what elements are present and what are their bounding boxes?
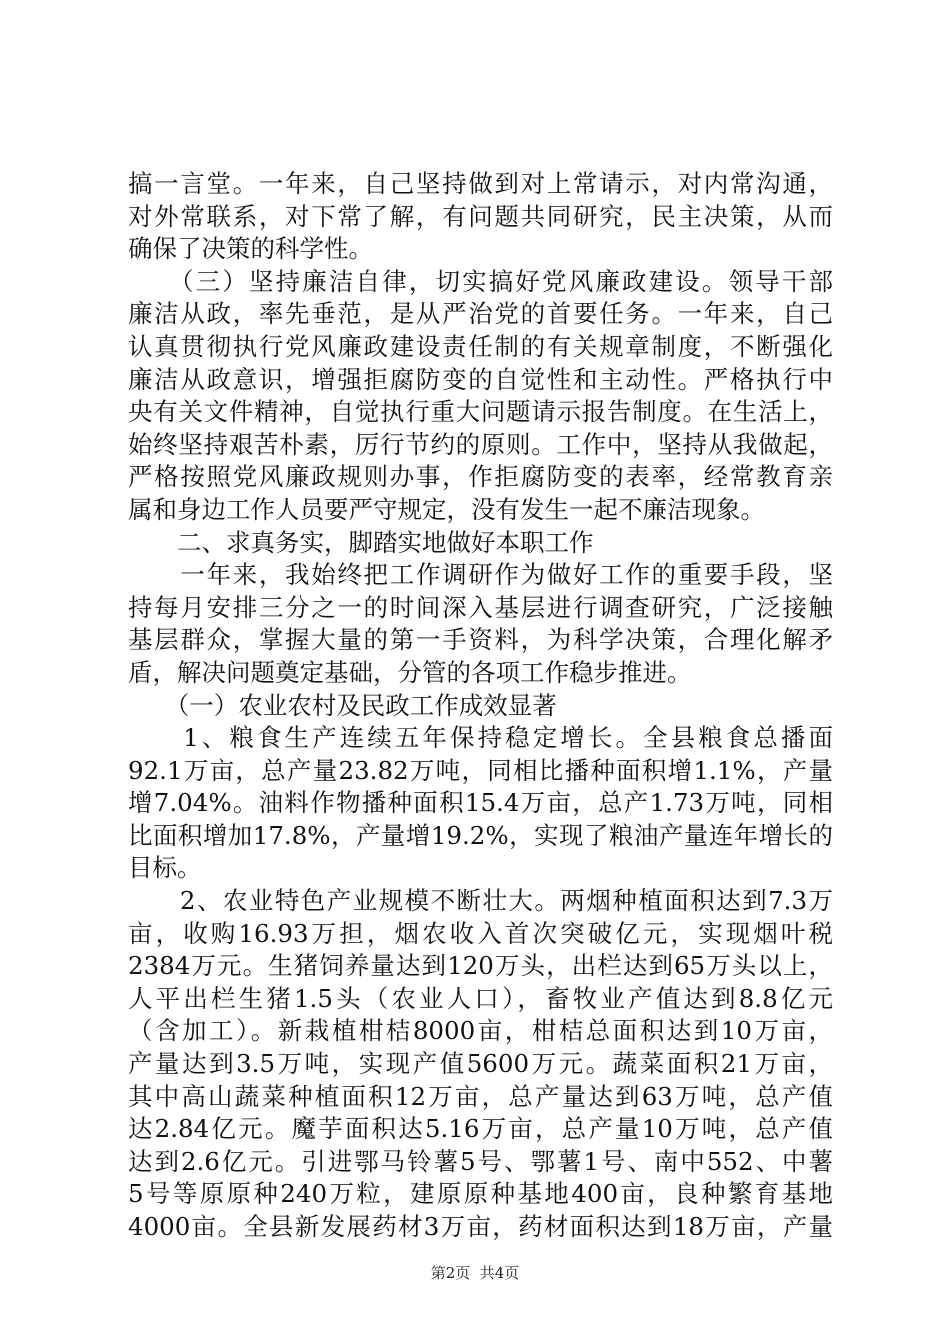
body-line: 属和身边工作人员要严守规定，没有发生一起不廉洁现象。 (128, 494, 765, 524)
body-line: 1、粮食生产连续五年保持稳定增长。全县粮食总播面 (128, 723, 833, 753)
body-line: 产量达到3.5万吨，实现产值5600万元。蔬菜面积21万亩， (128, 1049, 833, 1079)
body-line: 基层群众，掌握大量的第一手资料，为科学决策，合理化解矛 (128, 625, 833, 655)
subsection-heading: （一）农业农村及民政工作成效显著 (128, 690, 557, 720)
body-line: 廉洁从政，率先垂范，是从严治党的首要任务。一年来，自己 (128, 299, 833, 329)
body-line: 比面积增加17.8%，产量增19.2%，实现了粮油产量连年增长的 (128, 820, 833, 850)
body-line: 一年来，我始终把工作调研作为做好工作的重要手段，坚 (128, 560, 833, 590)
body-line: 认真贯彻执行党风廉政建设责任制的有关规章制度，不断强化 (128, 331, 833, 361)
body-line: （含加工）。新栽植柑桔8000亩，柑桔总面积达到10万亩， (128, 1016, 833, 1046)
body-line: 4000亩。全县新发展药材3万亩，药材面积达到18万亩，产量 (128, 1212, 833, 1241)
body-line: 目标。 (128, 853, 202, 883)
body-line: 严格按照党风廉政规则办事，作拒腐防变的表率，经常教育亲 (128, 462, 833, 492)
body-line: 亩，收购16.93万担，烟农收入首次突破亿元，实现烟叶税 (128, 918, 833, 948)
body-line: 人平出栏生猪1.5头（农业人口），畜牧业产值达到8.8亿元 (128, 983, 833, 1013)
body-line: 持每月安排三分之一的时间深入基层进行调查研究，广泛接触 (128, 592, 833, 622)
body-line: 始终坚持艰苦朴素，厉行节约的原则。工作中，坚持从我做起， (128, 429, 833, 459)
body-line: 达到2.6亿元。引进鄂马铃薯5号、鄂薯1号、南中552、中薯 (128, 1146, 833, 1176)
body-line: 2、农业特色产业规模不断壮大。两烟种植面积达到7.3万 (128, 886, 833, 916)
body-line: 5号等原原种240万粒，建原原种基地400亩，良种繁育基地 (128, 1179, 833, 1209)
body-line: 2384万元。生猪饲养量达到120万头，出栏达到65万头以上， (128, 951, 833, 981)
body-line: 对外常联系，对下常了解，有问题共同研究，民主决策，从而 (128, 201, 833, 231)
page-footer: 第2页 共4页 (430, 1264, 520, 1282)
body-line: 确保了决策的科学性。 (128, 234, 373, 264)
document-body (128, 168, 833, 1244)
body-line: 廉洁从政意识，增强拒腐防变的自觉性和主动性。严格执行中 (128, 364, 833, 394)
body-line: 搞一言堂。一年来，自己坚持做到对上常请示，对内常沟通， (128, 169, 833, 198)
section-heading: 二、求真务实，脚踏实地做好本职工作 (128, 527, 594, 557)
body-line: 达2.84亿元。魔芋面积达5.16万亩，总产量10万吨，总产值 (128, 1114, 833, 1144)
body-line: 92.1万亩，总产量23.82万吨，同相比播种面积增1.1%，产量 (128, 755, 833, 785)
body-line: 增7.04%。油料作物播种面积15.4万亩，总产1.73万吨，同相 (128, 788, 833, 818)
body-line: 央有关文件精神，自觉执行重大问题请示报告制度。在生活上， (128, 397, 833, 427)
body-line: （三）坚持廉洁自律，切实搞好党风廉政建设。领导干部 (128, 266, 833, 296)
body-line: 其中高山蔬菜种植面积12万亩，总产量达到63万吨，总产值 (128, 1081, 833, 1111)
body-line: 盾，解决问题奠定基础，分管的各项工作稳步推进。 (128, 657, 692, 687)
